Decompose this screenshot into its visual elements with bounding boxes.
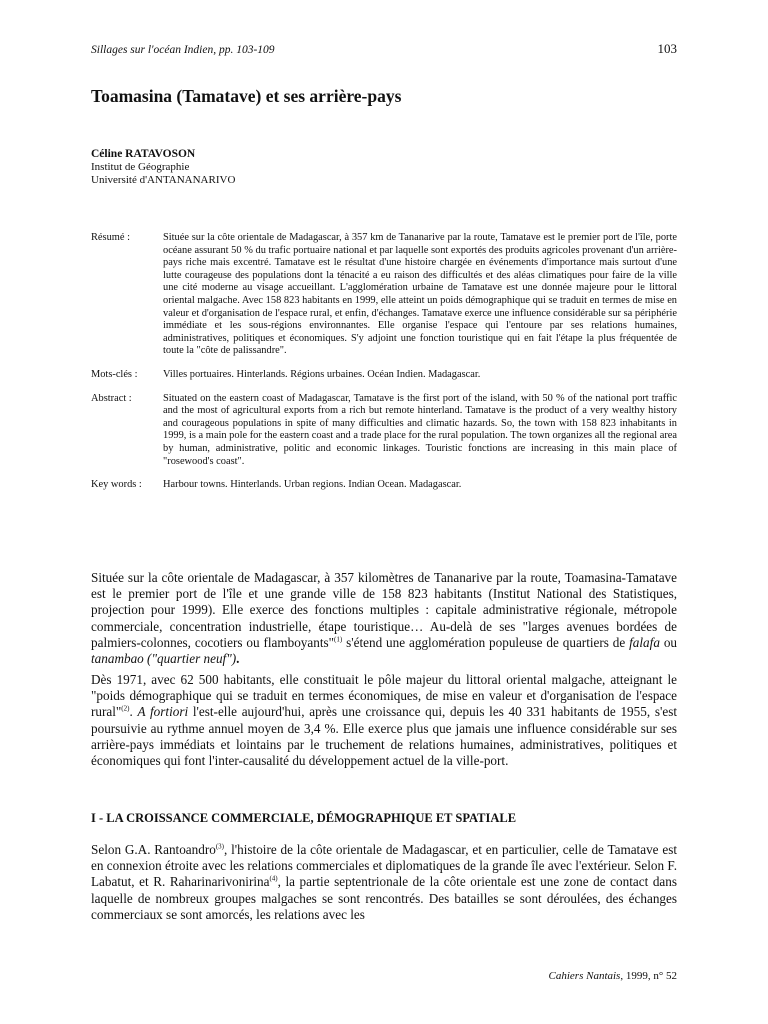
body-paragraph-1 xyxy=(91,570,677,667)
motscles-text: Villes portuaires. Hinterlands. Régions urbaines. Océan Indien. Madagascar. xyxy=(163,368,481,380)
article-title: Toamasina (Tamatave) et ses arrière-pays xyxy=(91,86,402,106)
abstract-label: Abstract : xyxy=(91,392,132,404)
footnote-ref-2: (2) xyxy=(121,705,130,714)
page-footer xyxy=(549,970,677,982)
footer-journal: Cahiers Nantais xyxy=(548,970,621,982)
resume-text: Située sur la côte orientale de Madagascar, à 357 km de Tananarive par la route, Tamatave est le premier port de l'île, porte océane assurant 50 % du trafic portuaire national et par laquelle sont exportés des produits agricoles provenant d'un arrière-pays riche mais excentré. Tamatave est le résultat d'une histoire chargée en événements d'importance mais surtout d'une lutte courageuse des populations dont la ténacité a eu raison des difficultés et des aléas climatiques pour faire de la ville une cité moderne au visage accueillant. L'agglomération urbaine de Tamatave est une donnée majeure pour le littoral oriental malgache. Avec 158 823 habitants en 1999, elle atteint un poids démographique qui se traduit en termes de mise en valeur et d'organisation de l'espace rural, et enfin, d'échanges. Tamatave exerce une influence considérable sur sa périphérie immédiate et les sous-régions environnantes. Elle organise l'espace qui l'entoure par ses relations humaines, administratives, politiques et économiques. S'y adjoint une fonction touristique qui en fait l'étape la plus fréquentée de toute la "côte de palissandre". xyxy=(163,232,677,357)
p1-text-a: Située sur la côte orientale de Madagascar, à 357 kilomètres de Tananarive par la route, Toamasina-Tamatave est le premier port de l'île et une grande ville de 158 823 habitants (Institut National des Statistiques, projection pour 1999). Elle exerce des fonctions multiples : capitale administrative régionale, métropole commerciale, concentration industrielle, étape touristique… Au-delà de ses "larges avenues bordées de palmiers-colonnes, cocotiers ou flamboyants" xyxy=(91,570,677,650)
body-paragraph-2 xyxy=(91,672,677,769)
p2-text-c: l'est-elle aujourd'hui, après une croissance qui, depuis les 40 331 habitants de 1955, s'est poursuivie au rythme annuel moyen de 3,4 %. Elle exerce plus que jamais une influence considérable sur ses arrière-pays immédiats et lointains par le truchement de relations humaines, administratives, politiques et économiques qui font l'inter-causalité du développement actuel de la ville-port. xyxy=(91,704,678,769)
footer-issue: , 1999, n° 52 xyxy=(620,970,677,982)
p1-end: . xyxy=(236,651,240,667)
p1-falafa: falafa xyxy=(629,634,660,650)
p2-text-a: Dès 1971, avec 62 500 habitants, elle constituait le pôle majeur du littoral oriental malgache, atteignant le "poids démographique qui se traduit en termes économiques, de mise en valeur et d'organisation de l'espace rural" xyxy=(91,672,677,720)
body-paragraph-3 xyxy=(91,842,677,923)
p2-text-b: . xyxy=(129,704,138,720)
resume-label: Résumé : xyxy=(91,232,130,243)
page-number: 103 xyxy=(657,41,677,56)
footnote-ref-3: (3) xyxy=(215,842,225,851)
motscles-row xyxy=(91,369,677,382)
keywords-text: Harbour towns. Hinterlands. Urban regions. Indian Ocean. Madagascar. xyxy=(163,479,462,491)
keywords-row xyxy=(91,479,677,492)
p2-a-fortiori: A fortiori xyxy=(137,704,189,720)
running-head xyxy=(91,41,677,57)
abstract-block xyxy=(91,232,677,503)
footnote-ref-1: (1) xyxy=(334,635,343,644)
p3-text-b: , l'histoire de la côte orientale de Madagascar, et en particulier, celle de Tamatave est en connexion étroite avec les relations commerciales et diplomatiques de la grande île avec l'extérieur. Selon F. Labatut, et R. Raharinarivonirina xyxy=(91,842,677,890)
keywords-label: Key words : xyxy=(91,479,142,491)
p1-ou: ou xyxy=(659,634,678,650)
affiliation-institute: Institut de Géographie xyxy=(91,161,190,173)
author-name: Céline RATAVOSON xyxy=(91,148,196,160)
resume-row xyxy=(91,232,677,358)
author-block xyxy=(91,148,235,187)
p3-text-c: , la partie septentrionale de la côte orientale est une zone de contact dans laquelle de nombreux groupes malgaches se sont rencontrés. Des batailles se sont déroulées, des échanges commerciaux se sont amorcés, les relations avec les xyxy=(91,874,677,922)
p1-text-b: s'étend une agglomération populeuse de quartiers de xyxy=(342,634,630,650)
section-heading-1: I - LA CROISSANCE COMMERCIALE, DÉMOGRAPHIQUE ET SPATIALE xyxy=(91,811,517,825)
footnote-ref-4: (4) xyxy=(269,875,278,884)
abstract-row xyxy=(91,393,677,469)
motscles-label: Mots-clés : xyxy=(91,368,138,380)
p3-text-a: Selon G.A. Rantoandro xyxy=(91,842,216,857)
affiliation-university: Université d'ANTANANARIVO xyxy=(91,174,236,186)
p1-tanambao: tanambao ("quartier neuf") xyxy=(91,651,237,667)
running-title: Sillages sur l'océan Indien, pp. 103-109 xyxy=(91,44,275,56)
abstract-text: Situated on the eastern coast of Madagascar, Tamatave is the first port of the island, with 50 % of the national port traffic and the most of agricultural exports from a rich but remote hinterland. Tamatave is the product of a very wealthy history and courageous populations in spite of many difficulties and climatic hazards. So, the town with 158 823 inhabitants in 1999, is a main pole for the eastern coast and a trade place for the rural population. The town organizes all the regional area by human, administrative, politic and economic linkages. Touristic fonctions are increasing in this main place of "rosewood's coast". xyxy=(163,392,677,467)
